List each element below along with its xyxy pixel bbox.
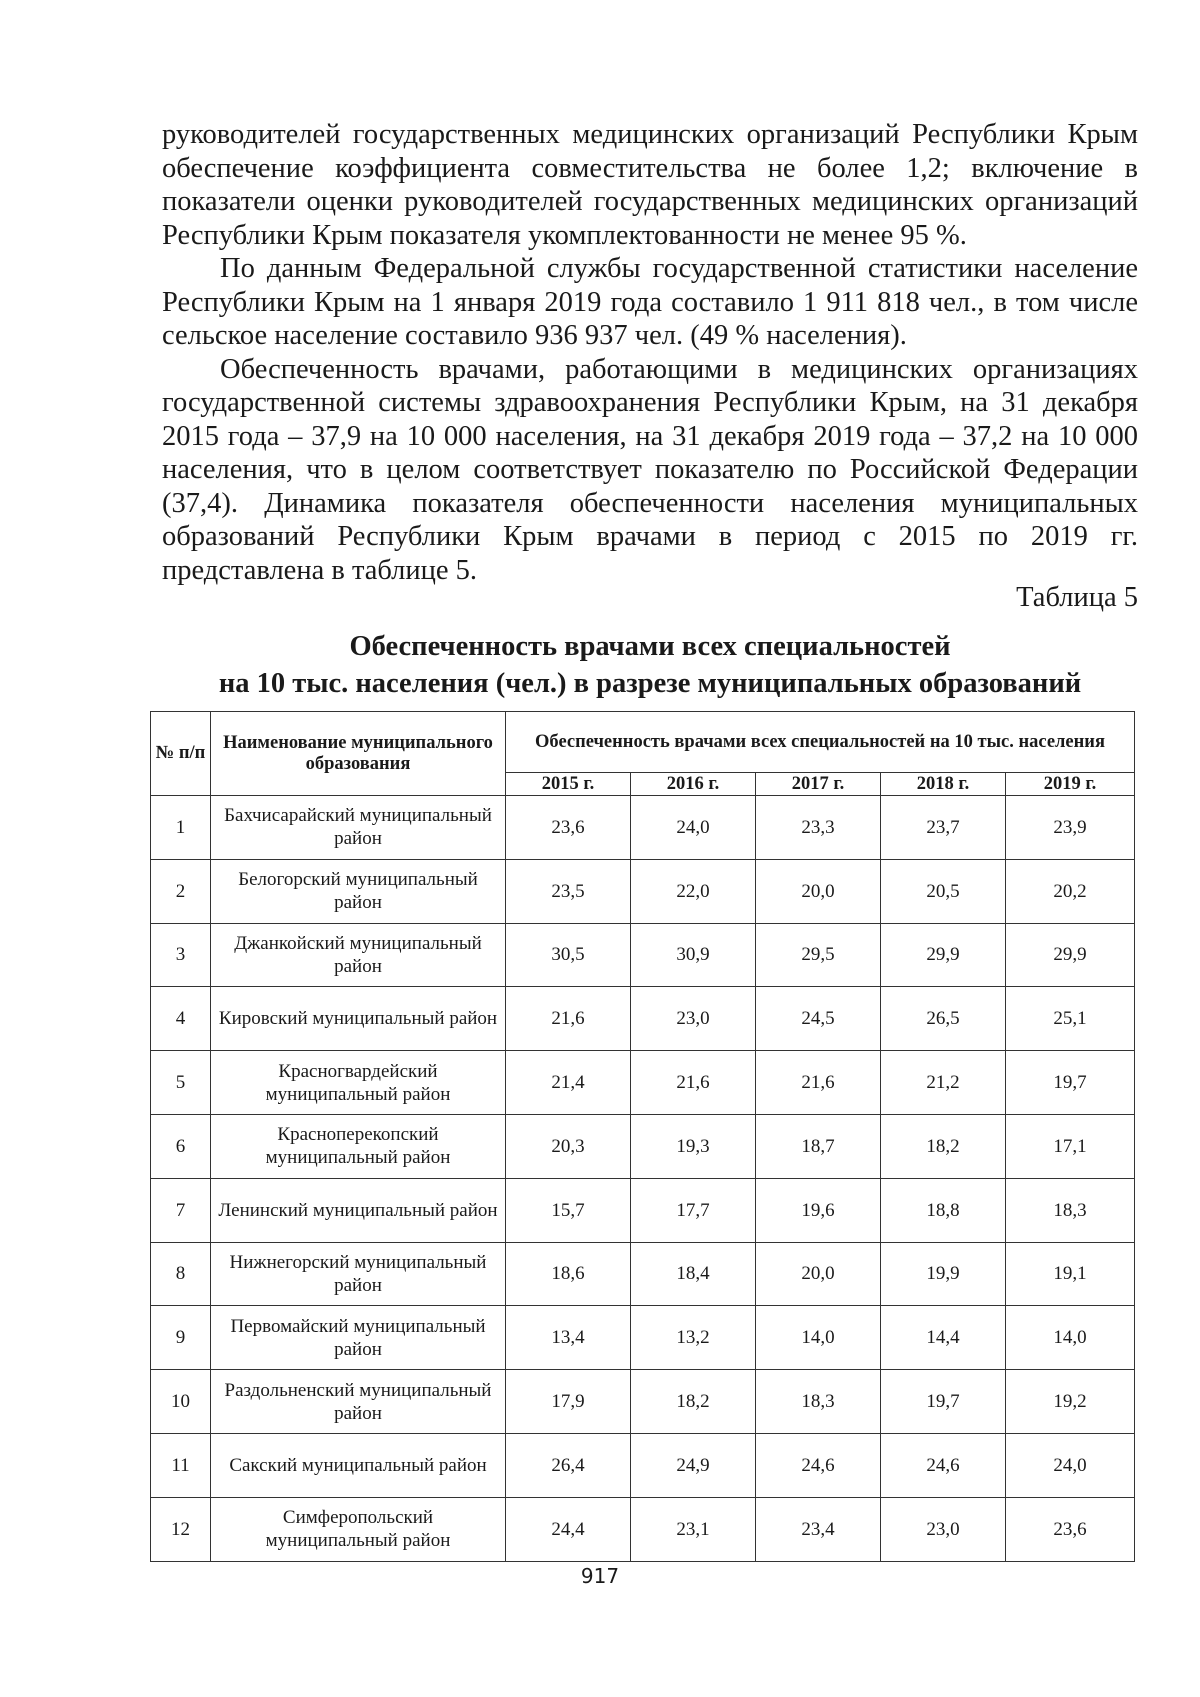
row-value: 22,0 [631, 859, 756, 923]
row-value: 23,9 [1006, 796, 1135, 860]
row-value: 30,5 [506, 923, 631, 987]
row-name: Красногвардейский муниципальный район [211, 1051, 506, 1115]
row-name: Бахчисарайский муниципальный район [211, 796, 506, 860]
row-name: Джанкойский муниципальный район [211, 923, 506, 987]
row-value: 24,6 [881, 1433, 1006, 1497]
row-num: 2 [151, 859, 211, 923]
row-value: 23,0 [631, 987, 756, 1051]
row-value: 17,1 [1006, 1114, 1135, 1178]
row-value: 17,7 [631, 1178, 756, 1242]
row-value: 24,5 [756, 987, 881, 1051]
row-value: 26,5 [881, 987, 1006, 1051]
table-title [140, 628, 1160, 702]
row-value: 20,2 [1006, 859, 1135, 923]
row-value: 26,4 [506, 1433, 631, 1497]
row-name: Симферопольский муниципальный район [211, 1497, 506, 1561]
row-value: 18,3 [756, 1370, 881, 1434]
row-name: Раздольненский муниципальный район [211, 1370, 506, 1434]
row-value: 14,4 [881, 1306, 1006, 1370]
row-num: 5 [151, 1051, 211, 1115]
row-value: 19,2 [1006, 1370, 1135, 1434]
header-num: № п/п [151, 712, 211, 796]
header-year: 2019 г. [1006, 773, 1135, 796]
row-value: 17,9 [506, 1370, 631, 1434]
row-value: 23,6 [506, 796, 631, 860]
row-name: Первомайский муниципальный район [211, 1306, 506, 1370]
row-value: 20,0 [756, 859, 881, 923]
row-num: 4 [151, 987, 211, 1051]
row-value: 30,9 [631, 923, 756, 987]
row-value: 19,7 [1006, 1051, 1135, 1115]
row-name: Ленинский муниципальный район [211, 1178, 506, 1242]
header-name: Наименование муниципального образования [211, 712, 506, 796]
paragraph-1: руководителей государственных медицинских организаций Республики Крым обеспечение коэффициента совместительства не более 1,2; включение в показатели оценки руководителей государственных медицинских организаций Республики Крым показателя укомплектованности не менее 95 %. [162, 119, 1138, 251]
row-value: 23,3 [756, 796, 881, 860]
row-value: 24,0 [631, 796, 756, 860]
table-title-line-1: Обеспеченность врачами всех специальностей [349, 631, 951, 662]
row-value: 18,6 [506, 1242, 631, 1306]
row-value: 18,2 [881, 1114, 1006, 1178]
body-text [162, 118, 1138, 587]
row-num: 6 [151, 1114, 211, 1178]
row-value: 19,6 [756, 1178, 881, 1242]
row-value: 20,3 [506, 1114, 631, 1178]
table-row [151, 1370, 1135, 1434]
row-name: Сакский муниципальный район [211, 1433, 506, 1497]
table-row [151, 1306, 1135, 1370]
row-name: Белогорский муниципальный район [211, 859, 506, 923]
row-name: Нижнегорский муниципальный район [211, 1242, 506, 1306]
table-row [151, 859, 1135, 923]
table-row [151, 923, 1135, 987]
row-value: 24,4 [506, 1497, 631, 1561]
row-value: 23,0 [881, 1497, 1006, 1561]
row-value: 24,6 [756, 1433, 881, 1497]
header-year: 2015 г. [506, 773, 631, 796]
header-group: Обеспеченность врачами всех специальностей на 10 тыс. населения [506, 712, 1135, 773]
paragraph-2: По данным Федеральной службы государственной статистики население Республики Крым на 1 января 2019 года составило 1 911 818 чел., в том числе сельское население составило 936 937 чел. (49 % населения). [162, 253, 1138, 351]
row-value: 23,4 [756, 1497, 881, 1561]
row-value: 29,5 [756, 923, 881, 987]
row-value: 21,6 [756, 1051, 881, 1115]
row-value: 20,0 [756, 1242, 881, 1306]
row-value: 29,9 [1006, 923, 1135, 987]
table-row [151, 1051, 1135, 1115]
row-value: 24,9 [631, 1433, 756, 1497]
row-value: 23,5 [506, 859, 631, 923]
table-title-line-2: на 10 тыс. населения (чел.) в разрезе муниципальных образований [218, 668, 1082, 699]
row-value: 13,2 [631, 1306, 756, 1370]
row-value: 18,8 [881, 1178, 1006, 1242]
row-num: 8 [151, 1242, 211, 1306]
row-value: 19,7 [881, 1370, 1006, 1434]
row-value: 19,3 [631, 1114, 756, 1178]
row-num: 3 [151, 923, 211, 987]
page-number: 917 [580, 1564, 620, 1588]
row-value: 14,0 [756, 1306, 881, 1370]
row-name: Красноперекопский муниципальный район [211, 1114, 506, 1178]
row-num: 12 [151, 1497, 211, 1561]
doctors-supply-table [150, 711, 1135, 1562]
row-value: 18,2 [631, 1370, 756, 1434]
table-row [151, 1114, 1135, 1178]
paragraph-3: Обеспеченность врачами, работающими в медицинских организациях государственной системы здравоохранения Республики Крым, на 31 декабря 2015 года – 37,9 на 10 000 населения, на 31 декабря 2019 года – 37,2 на 10 000 населения, что в целом соответствует показателю по Российской Федерации (37,4). Динамика показателя обеспеченности населения муниципальных образований Республики Крым врачами в период с 2015 по 2019 гг. представлена в таблице 5. [162, 353, 1138, 586]
row-num: 1 [151, 796, 211, 860]
row-value: 18,3 [1006, 1178, 1135, 1242]
row-value: 21,6 [506, 987, 631, 1051]
row-value: 21,2 [881, 1051, 1006, 1115]
row-num: 10 [151, 1370, 211, 1434]
row-value: 19,1 [1006, 1242, 1135, 1306]
table-row [151, 796, 1135, 860]
table-caption: Таблица 5 [1016, 582, 1138, 613]
row-value: 20,5 [881, 859, 1006, 923]
row-value: 24,0 [1006, 1433, 1135, 1497]
header-year: 2018 г. [881, 773, 1006, 796]
row-num: 9 [151, 1306, 211, 1370]
row-num: 7 [151, 1178, 211, 1242]
row-value: 25,1 [1006, 987, 1135, 1051]
row-value: 23,6 [1006, 1497, 1135, 1561]
row-value: 21,4 [506, 1051, 631, 1115]
table-row [151, 987, 1135, 1051]
table-row [151, 1178, 1135, 1242]
row-value: 29,9 [881, 923, 1006, 987]
header-year: 2016 г. [631, 773, 756, 796]
row-value: 21,6 [631, 1051, 756, 1115]
row-name: Кировский муниципальный район [211, 987, 506, 1051]
row-value: 14,0 [1006, 1306, 1135, 1370]
row-value: 13,4 [506, 1306, 631, 1370]
row-num: 11 [151, 1433, 211, 1497]
table-row [151, 1433, 1135, 1497]
header-year: 2017 г. [756, 773, 881, 796]
row-value: 18,4 [631, 1242, 756, 1306]
table-row [151, 1497, 1135, 1561]
row-value: 23,7 [881, 796, 1006, 860]
table-row [151, 1242, 1135, 1306]
row-value: 19,9 [881, 1242, 1006, 1306]
row-value: 23,1 [631, 1497, 756, 1561]
row-value: 15,7 [506, 1178, 631, 1242]
row-value: 18,7 [756, 1114, 881, 1178]
